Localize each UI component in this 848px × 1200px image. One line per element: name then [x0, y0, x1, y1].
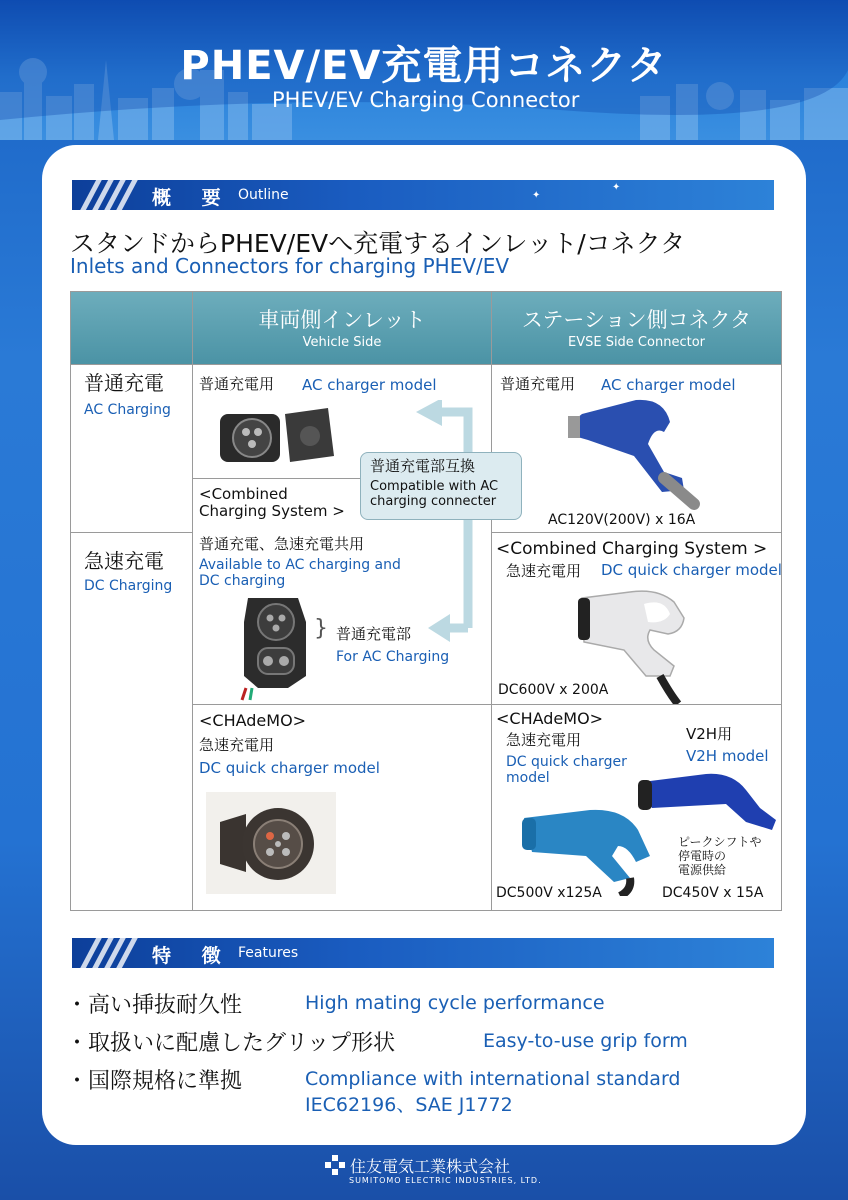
station-v2h-en: V2H model — [686, 747, 769, 765]
vehicle-ccs-title: <Combined Charging System > — [199, 485, 345, 521]
stripe-decoration — [72, 180, 152, 210]
outline-heading-jp: スタンドからPHEV/EVへ充電するインレット/コネクタ — [70, 229, 686, 258]
divider — [192, 292, 193, 910]
station-chademo-en: DC quick charger model — [506, 754, 627, 787]
station-v2h-jp: V2H用 — [686, 725, 733, 743]
station-ac-rating: AC120V(200V) x 16A — [548, 512, 696, 528]
station-ccs-rating: DC600V x 200A — [498, 682, 609, 698]
station-chademo-jp: 急速充電用 — [506, 731, 582, 749]
station-ccs-jp: 急速充電用 — [506, 562, 582, 580]
station-chademo-title: <CHAdeMO> — [496, 709, 604, 728]
company-logo-icon — [324, 1154, 346, 1176]
table-header-corner — [71, 292, 192, 364]
company-name-en: SUMITOMO ELECTRIC INDUSTRIES, LTD. — [349, 1176, 542, 1185]
divider — [192, 704, 781, 705]
feature-2-en: Easy-to-use grip form — [483, 1030, 688, 1052]
feature-1-en: High mating cycle performance — [305, 992, 605, 1014]
row-dc-en: DC Charging — [84, 578, 173, 594]
stripe-decoration — [72, 938, 152, 968]
sparkle-icon: ✦ — [612, 182, 621, 193]
vehicle-ccs-jp: 普通充電、急速充電共用 — [199, 535, 365, 553]
col-station-en: EVSE Side Connector — [567, 335, 705, 350]
station-v2h-note: ピークシフトや 停電時の 電源供給 — [678, 835, 762, 877]
ccs-inlet-image — [228, 592, 328, 702]
station-ac-en: AC charger model — [601, 376, 736, 394]
feature-2-jp: ・取扱いに配慮したグリップ形状 — [66, 1031, 396, 1056]
table-header-station — [492, 292, 781, 364]
table-header-vehicle — [193, 292, 491, 364]
feature-3-jp: ・国際規格に準拠 — [66, 1069, 243, 1094]
vehicle-chademo-en: DC quick charger model — [199, 759, 380, 777]
vehicle-ccs-part-en: For AC Charging — [336, 649, 450, 665]
station-ccs-en: DC quick charger model — [601, 561, 782, 579]
vehicle-chademo-jp: 急速充電用 — [199, 736, 275, 754]
divider — [71, 364, 781, 365]
chademo-inlet-image — [206, 792, 336, 894]
divider — [491, 532, 781, 533]
station-v2h-rating: DC450V x 15A — [662, 885, 764, 901]
header-banner — [0, 0, 848, 140]
outline-label-en: Outline — [238, 187, 289, 203]
features-section-band — [72, 938, 774, 968]
ac-inlet-image — [210, 400, 340, 470]
divider — [192, 478, 360, 479]
page-subtitle: PHEV/EV Charging Connector — [272, 88, 580, 112]
callout-en: Compatible with AC charging connecter — [370, 479, 499, 509]
features-label-jp: 特 徴 — [152, 945, 233, 967]
ac-connector-image — [566, 392, 726, 512]
company-name-jp: 住友電気工業株式会社 — [350, 1157, 511, 1176]
compat-arrow — [410, 400, 480, 650]
page-title: PHEV/EV充電用コネクタ — [180, 43, 668, 89]
divider — [71, 532, 192, 533]
col-vehicle-en: Vehicle Side — [302, 335, 382, 350]
vehicle-chademo-title: <CHAdeMO> — [199, 711, 307, 730]
row-dc-jp: 急速充電 — [84, 549, 164, 573]
features-label-en: Features — [238, 945, 299, 961]
callout-jp: 普通充電部互換 — [370, 457, 476, 475]
chademo-connector-image — [520, 800, 680, 896]
station-ccs-title: <Combined Charging System > — [496, 539, 768, 559]
bracket-icon: } — [314, 616, 328, 641]
outline-heading-en: Inlets and Connectors for charging PHEV/EV — [70, 254, 510, 278]
sparkle-icon: ✦ — [532, 190, 541, 201]
feature-1-jp: ・高い挿抜耐久性 — [66, 993, 243, 1018]
vehicle-ac-jp: 普通充電用 — [199, 375, 275, 393]
station-ac-jp: 普通充電用 — [500, 375, 576, 393]
col-vehicle-jp: 車両側インレット — [258, 308, 426, 332]
outline-section-band — [72, 180, 774, 210]
vehicle-ac-en: AC charger model — [302, 376, 437, 394]
col-station-jp: ステーション側コネクタ — [521, 308, 752, 332]
vehicle-ccs-en: Available to AC charging and DC charging — [199, 557, 401, 590]
row-ac-en: AC Charging — [84, 402, 171, 418]
row-ac-jp: 普通充電 — [84, 371, 164, 395]
station-chademo-rating: DC500V x125A — [496, 885, 602, 901]
outline-label-jp: 概 要 — [152, 187, 233, 209]
vehicle-ccs-part-jp: 普通充電部 — [336, 625, 412, 643]
feature-3-en: Compliance with international standard IEC62196、SAE J1772 — [305, 1068, 681, 1116]
divider — [491, 292, 492, 910]
